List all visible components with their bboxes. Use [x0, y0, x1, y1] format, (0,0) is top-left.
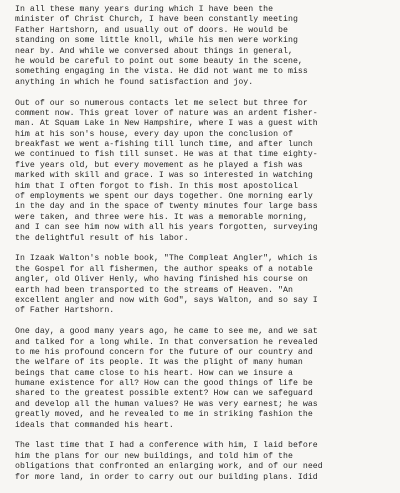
- text-line: shared to the greatest possible extent? How can we safeguard: [15, 389, 313, 399]
- text-line: humane existence for all? How can the good things of life be: [15, 379, 313, 389]
- text-line: greatly moved, and he revealed to me in striking fashion the: [15, 410, 313, 420]
- text-line: The last time that I had a conference with him, I laid before: [15, 441, 318, 451]
- text-line: minister of Christ Church, I have been constantly meeting: [15, 15, 298, 25]
- text-line: One day, a good many years ago, he came to see me, and we sat: [15, 327, 318, 337]
- text-line: the welfare of its people. It was the plight of many human: [15, 358, 303, 368]
- text-line: standing on some little knoll, while his men were working: [15, 36, 298, 46]
- text-line: obligations that confronted an enlarging work, and of our need: [15, 462, 323, 472]
- text-line: in the day and in the space of twenty minutes four large bass: [15, 202, 318, 212]
- text-line: and talked for a long while. In that conversation he revealed: [15, 337, 318, 347]
- paragraph-4: [15, 327, 395, 431]
- text-line: anything in which he found satisfaction and joy.: [15, 77, 254, 87]
- text-line: In all these many years during which I have been the: [15, 5, 274, 14]
- text-line: he would be careful to point out some beauty in the scene,: [15, 56, 303, 66]
- text-line: of employments we spent our days together. One morning early: [15, 192, 313, 202]
- text-line: marked with skill and grace. I was so interested in watching: [15, 171, 313, 181]
- typewritten-text-body: [15, 5, 395, 493]
- text-line: Father Hartshorn, and usually out of doors. He would be: [15, 25, 288, 35]
- paragraph-2: [15, 99, 395, 244]
- text-line: breakfast we went a-fishing till lunch time, and after lunch: [15, 140, 313, 150]
- text-line: the Gospel for all fishermen, the author speaks of a notable: [15, 264, 313, 274]
- text-line: were taken, and three were his. It was a memorable morning,: [15, 212, 308, 222]
- text-line: excellent angler and now with God", says Walton, and so say I: [15, 295, 318, 305]
- text-line: we continued to fish till sunset. He was at that time eighty-: [15, 150, 318, 160]
- text-line: the delightful result of his labor.: [15, 233, 189, 243]
- text-line: Out of our so numerous contacts let me select but three for: [15, 98, 308, 108]
- text-line: man. At Squam Lake in New Hampshire, where I was a guest with: [15, 119, 318, 129]
- text-line: for more land, in order to carry out our building plans. Idid: [15, 472, 318, 482]
- text-line: something engaging in the vista. He did not want me to miss: [15, 67, 308, 77]
- text-line: five years old, but every movement as he played a fish was: [15, 160, 303, 170]
- text-line: near by. And while we conversed about things in general,: [15, 46, 293, 56]
- text-line: earth had been transported to the streams of Heaven. "An: [15, 285, 293, 295]
- text-line: comment now. This great lover of nature was an ardent fisher-: [15, 108, 318, 118]
- text-line: In Izaak Walton's noble book, "The Compleat Angler", which is: [15, 254, 318, 264]
- text-line: him at his son's house, every day upon the conclusion of: [15, 129, 293, 139]
- paragraph-3: [15, 254, 395, 316]
- text-line: and develop all the human values? He was very earnest; he was: [15, 399, 318, 409]
- paragraph-1: [15, 5, 395, 88]
- text-line: beings that came close to his heart. How can we insure a: [15, 368, 293, 378]
- text-line: angler, old Oliver Henly, who having finished his course on: [15, 275, 308, 285]
- text-line: him that I often forgot to fish. In this most apostolical: [15, 181, 298, 191]
- text-line: of Father Hartshorn.: [15, 306, 115, 316]
- text-line: and I can see him now with all his years forgotten, surveying: [15, 223, 318, 233]
- text-line: him the plans for our new buildings, and told him of the: [15, 451, 293, 461]
- text-line: ideals that commanded his heart.: [15, 420, 174, 430]
- paragraph-5: [15, 441, 395, 483]
- text-line: to me his profound concern for the future of our country and: [15, 347, 313, 357]
